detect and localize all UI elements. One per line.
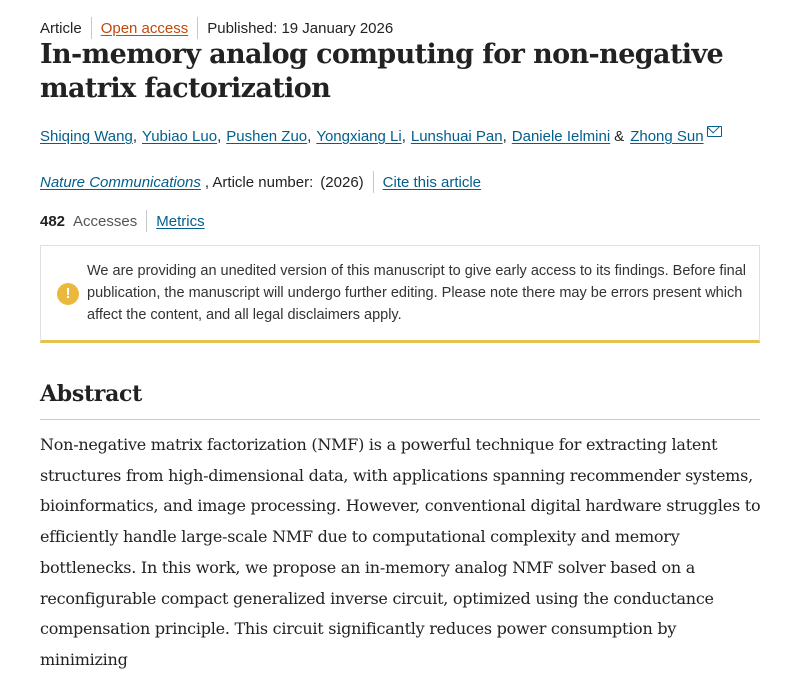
article-type: Article: [40, 19, 82, 37]
journal-info: [40, 171, 481, 193]
author-separator: ,: [132, 128, 138, 145]
author-link[interactable]: Pushen Zuo: [226, 128, 308, 145]
author-separator: ,: [401, 128, 406, 145]
abstract-text: Non-negative matrix factorization (NMF) is a powerful technique for extracting latent structures from high-dimensional data, with applications spanning recommender systems, bioinformatics, and image processing. However, conventional digital hardware struggles to efficiently handle large-scale NMF due to computational complexity and memory bottlenecks. In this work, we propose an in-memory analog NMF solver based on a reconfigurable compact generalized inverse circuit, optimized using the conductance compensation principle. This circuit significantly reduces power consumption by minimizing: [40, 435, 761, 669]
article-meta: [40, 17, 393, 39]
access-count: 482: [40, 212, 66, 230]
article-title: In-memory analog computing for non-negative matrix factorization: [40, 39, 724, 104]
metrics-link[interactable]: Metrics: [156, 212, 205, 230]
abstract-heading: Abstract: [40, 381, 143, 407]
author-link[interactable]: Yongxiang Li: [316, 128, 402, 145]
meta-divider: [91, 17, 92, 39]
metrics-row: [40, 210, 205, 232]
author-ampersand: &: [614, 128, 625, 145]
journal-link[interactable]: Nature Communications: [40, 173, 201, 191]
envelope-icon[interactable]: [707, 126, 722, 137]
author-link[interactable]: Lunshuai Pan: [410, 128, 503, 145]
accesses-label: Accesses: [73, 212, 138, 230]
meta-divider: [197, 17, 198, 39]
article-number: , Article number:: [204, 173, 314, 191]
exclamation-icon: !: [57, 283, 79, 305]
publication-year: (2026): [320, 173, 364, 191]
author-link[interactable]: Shiqing Wang: [40, 128, 133, 145]
author-separator: ,: [307, 128, 312, 145]
author-separator: ,: [502, 128, 507, 145]
open-access-link[interactable]: Open access: [100, 19, 189, 37]
cite-article-link[interactable]: Cite this article: [382, 173, 482, 191]
abstract-divider: [40, 419, 760, 420]
author-separator: ,: [217, 128, 222, 145]
corresponding-author-link[interactable]: Zhong Sun: [630, 128, 704, 145]
published-date: Published: 19 January 2026: [207, 19, 394, 37]
author-list: [40, 128, 722, 145]
journal-divider: [373, 171, 374, 193]
author-link[interactable]: Yubiao Luo: [142, 128, 218, 145]
metrics-divider: [146, 210, 147, 232]
author-link[interactable]: Daniele Ielmini: [511, 128, 611, 145]
notice-text: We are providing an unedited version of this manuscript to give early access to its findings. Before final publication, the manuscript will undergo further editing. Please note there may be errors present which affect the content, and all legal disclaimers apply.: [87, 263, 747, 323]
early-access-notice: [40, 245, 760, 343]
